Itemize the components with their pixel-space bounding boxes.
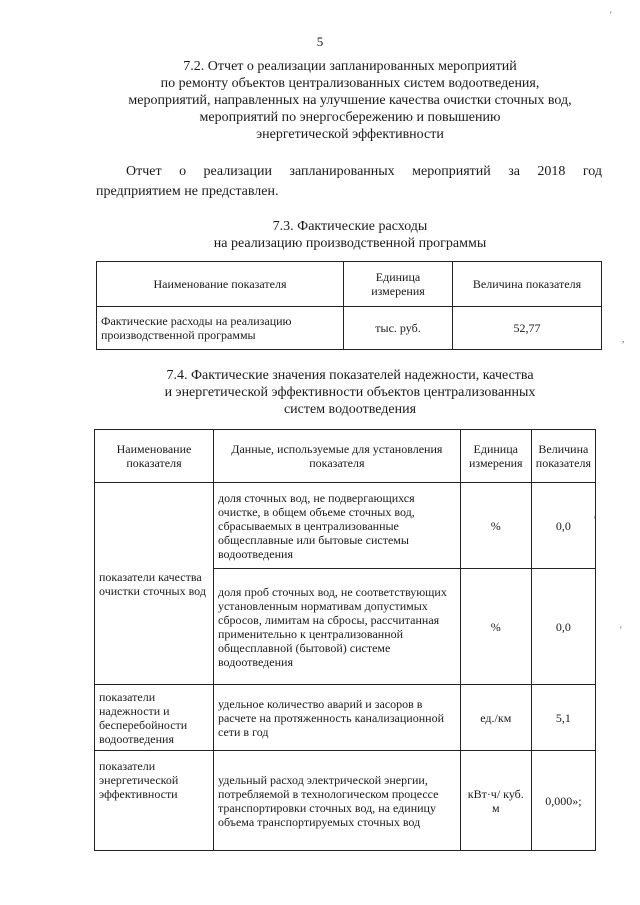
- section-7-3-title: [60, 218, 640, 252]
- paragraph-line: предприятием не представлен.: [96, 184, 279, 199]
- table-row: [95, 751, 596, 851]
- indicator-unit: %: [460, 483, 531, 569]
- indicator-unit: тыс. руб.: [344, 307, 453, 350]
- group-name: показатели энергетической эффективности: [95, 751, 214, 851]
- page-number: 5: [316, 34, 324, 49]
- column-header: Данные, используемые для установления показателя: [213, 430, 460, 483]
- title-line: и энергетической эффективности объектов централизованных: [164, 385, 536, 400]
- indicator-value: 52,77: [453, 307, 602, 350]
- title-line: по ремонту объектов централизованных систем водоотведения,: [160, 76, 540, 91]
- title-line: 7.4. Фактические значения показателей надежности, качества: [166, 368, 534, 383]
- column-header: Единица измерения: [460, 430, 531, 483]
- indicator-unit: кВт·ч/ куб. м: [460, 751, 531, 851]
- indicator-name: Фактические расходы на реализацию производственной программы: [97, 307, 344, 350]
- table-row: [95, 685, 596, 751]
- indicator-unit: ед./км: [460, 685, 531, 751]
- scan-speck: ': [594, 515, 596, 525]
- indicator-value: 0,000»;: [531, 751, 595, 851]
- column-header: Величина показателя: [531, 430, 595, 483]
- title-line: мероприятий по энергосбережению и повышению: [199, 110, 501, 125]
- title-line: систем водоотведения: [283, 402, 417, 417]
- title-line: на реализацию производственной программы: [213, 236, 487, 251]
- column-header: Наименование показателя: [95, 430, 214, 483]
- scan-speck: ': [610, 10, 612, 20]
- section-7-2-title: [60, 58, 640, 143]
- scan-speck: ,: [622, 334, 625, 344]
- indicator-data: доля проб сточных вод, не соответствующих установленным нормативам допустимых сбросов, лимитам на сбросы, рассчитанная применительно к централизованной общесплавной (бытовой) системе водоотведения: [213, 569, 460, 685]
- title-line: 7.3. Фактические расходы: [272, 219, 428, 234]
- table-header-row: [97, 262, 602, 307]
- indicator-unit: %: [460, 569, 531, 685]
- indicator-data: удельное количество аварий и засоров в расчете на протяженность канализационной сети в год: [213, 685, 460, 751]
- indicator-data: удельный расход электрической энергии, потребляемой в технологическом процессе транспортировки сточных вод, на единицу объема транспортируемых сточных вод: [213, 751, 460, 851]
- title-line: 7.2. Отчет о реализации запланированных мероприятий: [183, 59, 517, 74]
- title-line: мероприятий, направленных на улучшение качества очистки сточных вод,: [128, 93, 572, 108]
- section-7-2-paragraph: [96, 162, 602, 202]
- column-header: Наименование показателя: [97, 262, 344, 307]
- scan-speck: ': [620, 625, 622, 635]
- section-7-4-title: [60, 367, 640, 418]
- indicator-data: доля сточных вод, не подвергающихся очистке, в общем объеме сточных вод, сбрасываемых в централизованные общесплавные или бытовые системы водоотведения: [213, 483, 460, 569]
- expenses-table: [96, 261, 602, 350]
- column-header: Величина показателя: [453, 262, 602, 307]
- group-name: показатели надежности и бесперебойности водоотведения: [95, 685, 214, 751]
- indicators-table: [94, 429, 596, 851]
- group-name: показатели качества очистки сточных вод: [95, 483, 214, 685]
- paragraph-line: Отчет о реализации запланированных мероприятий за 2018 год: [126, 164, 602, 179]
- indicator-value: 0,0: [531, 483, 595, 569]
- table-row: [95, 483, 596, 569]
- title-line: энергетической эффективности: [256, 127, 444, 142]
- table-header-row: [95, 430, 596, 483]
- column-header: Единица измерения: [344, 262, 453, 307]
- indicator-value: 0,0: [531, 569, 595, 685]
- indicator-value: 5,1: [531, 685, 595, 751]
- table-row: [97, 307, 602, 350]
